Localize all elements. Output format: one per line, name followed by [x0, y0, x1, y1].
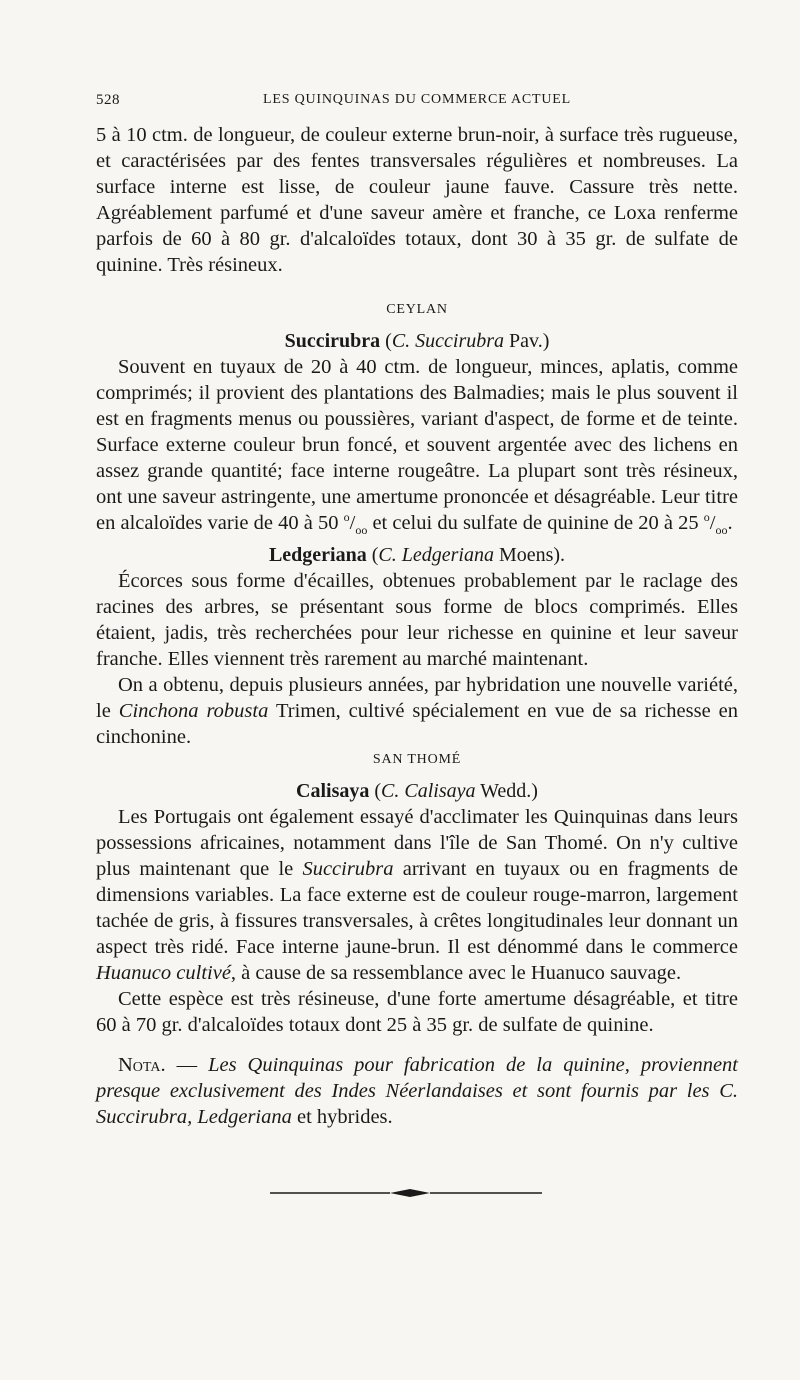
calisaya-paragraph-1: [96, 804, 738, 986]
calisaya-paragraph-2: Cette espèce est très résineuse, d'une forte amertume désagréable, et titre 60 à 70 gr. d'alcaloïdes totaux dont 25 à 35 gr. de sulfate de quinine.: [96, 988, 738, 1036]
page-number: 528: [96, 92, 120, 108]
species-latin: C. Calisaya: [381, 780, 476, 802]
permille-subscript: oo: [715, 523, 728, 538]
species-author: Wedd.): [475, 780, 538, 802]
permille-slash: /: [349, 512, 356, 534]
text-run: Les Portugais ont également essayé d'acclimater les Quinquinas dans leurs possessions africaines, notamment dans l'île de San Thomé. On n'y cultive plus maintenant que le: [96, 806, 738, 880]
ledgeriana-paragraph-2: [96, 672, 738, 750]
text-run: , à cause de sa ressemblance avec le Huanuco sauvage.: [230, 962, 682, 984]
paren-open: (: [366, 544, 379, 566]
intro-paragraph: 5 à 10 ctm. de longueur, de couleur externe brun-noir, à surface très rugueuse, et caractérisées par des fentes transversales régulières et nombreuses. La surface interne est lisse, de couleur jaune fauve. Cassure très nette. Agréablement parfumé et d'une saveur amère et franche, ce Loxa renferme parfois de 60 à 80 gr. d'alcaloïdes totaux, dont 30 à 35 gr. de sulfate de quinine. Très résineux.: [96, 124, 738, 276]
text-run: Trimen, cultivé spécialement en vue de sa richesse en cinchonine.: [96, 700, 738, 748]
text-run: .: [727, 512, 733, 534]
species-name: Succirubra: [284, 330, 381, 352]
section-heading-ceylan: CEYLAN: [386, 302, 448, 317]
species-author: Pav.): [504, 330, 550, 352]
section-heading-san-thome: SAN THOMÉ: [372, 752, 462, 767]
nota-label: Nota.: [118, 1054, 166, 1076]
italic-run: Huanuco cultivé: [96, 962, 231, 984]
italic-run: Cinchona robusta: [118, 700, 269, 722]
book-page: [96, 92, 738, 1130]
permille-slash: /: [709, 512, 716, 534]
permille-superscript: o: [703, 510, 710, 525]
paren-open: (: [369, 780, 382, 802]
nota-paragraph: [96, 1052, 738, 1130]
species-author: Moens).: [493, 544, 566, 566]
nota-dash: —: [165, 1054, 209, 1076]
diamond-rule-ornament-icon: [270, 1186, 542, 1200]
text-run: et celui du sulfate de quinine de 20 à 25: [367, 512, 704, 534]
species-latin: C. Ledgeriana: [378, 544, 494, 566]
text-run: Souvent en tuyaux de 20 à 40 ctm. de longueur, minces, aplatis, comme comprimés; il provient des plantations des Balmadies; mais le plus souvent il est en fragments menus ou poussières, variant d'aspect, de forme et de teinte. Surface externe couleur brun foncé, et souvent argentée avec des lichens en assez grande quantité; face interne rougeâtre. La plupart sont très résineux, ont une saveur astringente, une amertume prononcée et désagréable. Leur titre en alcaloïdes varie de 40 à 50: [96, 356, 738, 534]
running-head: [96, 92, 738, 114]
permille-superscript: o: [343, 510, 350, 525]
paren-open: (: [380, 330, 392, 352]
species-heading-calisaya: [96, 778, 738, 804]
species-heading-ledgeriana: [96, 542, 738, 568]
species-name: Calisaya: [296, 780, 370, 802]
ledgeriana-paragraph-1: Écorces sous forme d'écailles, obtenues probablement par le raclage des racines des arbres, se présentant sous forme de blocs comprimés. Elles étaient, jadis, très recherchées pour leur richesse en quinine et leur saveur franche. Elles viennent très rarement au marché maintenant.: [96, 570, 738, 670]
permille-subscript: oo: [355, 523, 368, 538]
text-run: arrivant en tuyaux ou en fragments de dimensions variables. La face externe est de couleur rouge-marron, largement tachée de gris, à fissures transversales, à crêtes longitudinales leur donnant un aspect très ridé. Face interne jaune-brun. Il est dénommé dans le commerce: [96, 858, 738, 958]
nota-end-text: et hybrides.: [291, 1106, 393, 1128]
species-heading-succirubra: [96, 328, 738, 354]
running-title: LES QUINQUINAS DU COMMERCE ACTUEL: [263, 92, 571, 107]
italic-run: Succirubra: [302, 858, 394, 880]
species-latin: C. Succirubra: [391, 330, 505, 352]
succirubra-paragraph: [96, 354, 738, 536]
nota-italic-text: Les Quinquinas pour fabrication de la quinine, proviennent presque exclusivement des Indes Néerlandaises et sont fournis par les C. Succirubra, Ledgeriana: [96, 1054, 738, 1128]
text-run: On a obtenu, depuis plusieurs années, par hybridation une nouvelle variété, le: [96, 674, 738, 722]
species-name: Ledgeriana: [268, 544, 367, 566]
